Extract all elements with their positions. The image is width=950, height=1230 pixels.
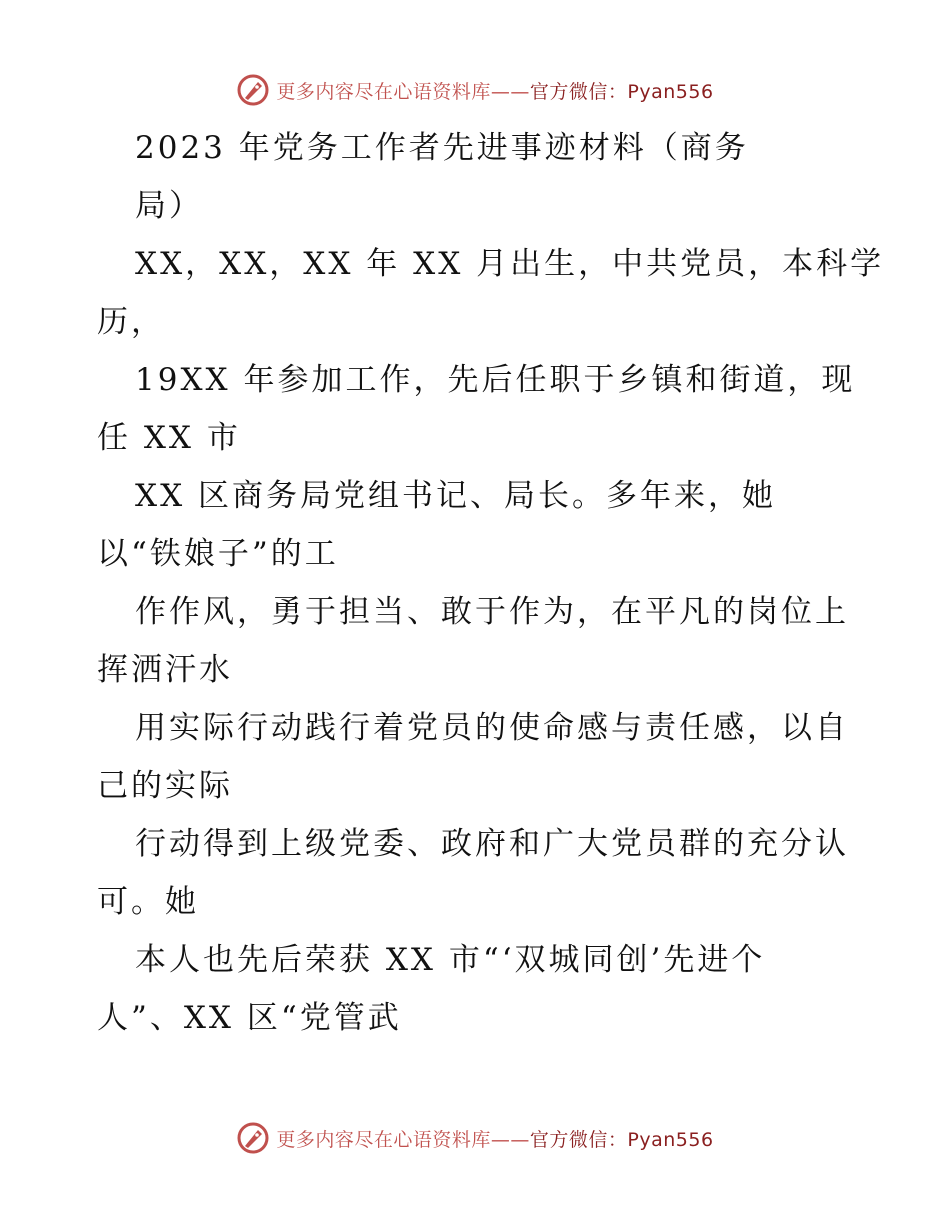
paragraph-line: 挥洒汗水 [97,652,233,688]
paragraph-line: 19XX 年参加工作，先后任职于乡镇和街道，现 [135,362,856,398]
paragraph-line: 历， [97,304,165,340]
paragraph-line: 本人也先后荣获 XX 市“‘双城同创’先进个 [135,942,766,978]
paragraph-line: 用实际行动践行着党员的使命感与责任感，以自 [135,710,849,746]
paragraph-line: 己的实际 [97,768,233,804]
footer-banner-text: 更多内容尽在心语资料库——官方微信：Pyan556 [276,1128,714,1151]
pen-nib-circle-logo-icon [236,1121,270,1155]
paragraph-line: 作作风，勇于担当、敢于作为，在平凡的岗位上 [135,594,849,630]
header-banner-text: 更多内容尽在心语资料库——官方微信：Pyan556 [276,80,714,103]
paragraph-line: XX 区商务局党组书记、局长。多年来，她 [135,478,776,514]
paragraph-line: 行动得到上级党委、政府和广大党员群的充分认 [135,826,849,862]
document-title-line-2: 局） [135,188,203,224]
document-title-line-1: 2023 年党务工作者先进事迹材料（商务 [135,130,749,166]
paragraph-line: XX，XX，XX 年 XX 月出生，中共党员，本科学 [135,246,885,282]
paragraph-line: 人”、XX 区“党管武 [97,1000,402,1036]
paragraph-line: 以“铁娘子”的工 [97,536,339,572]
paragraph-line: 可。她 [97,884,199,920]
footer-banner [0,1118,950,1158]
paragraph-line: 任 XX 市 [97,420,241,456]
